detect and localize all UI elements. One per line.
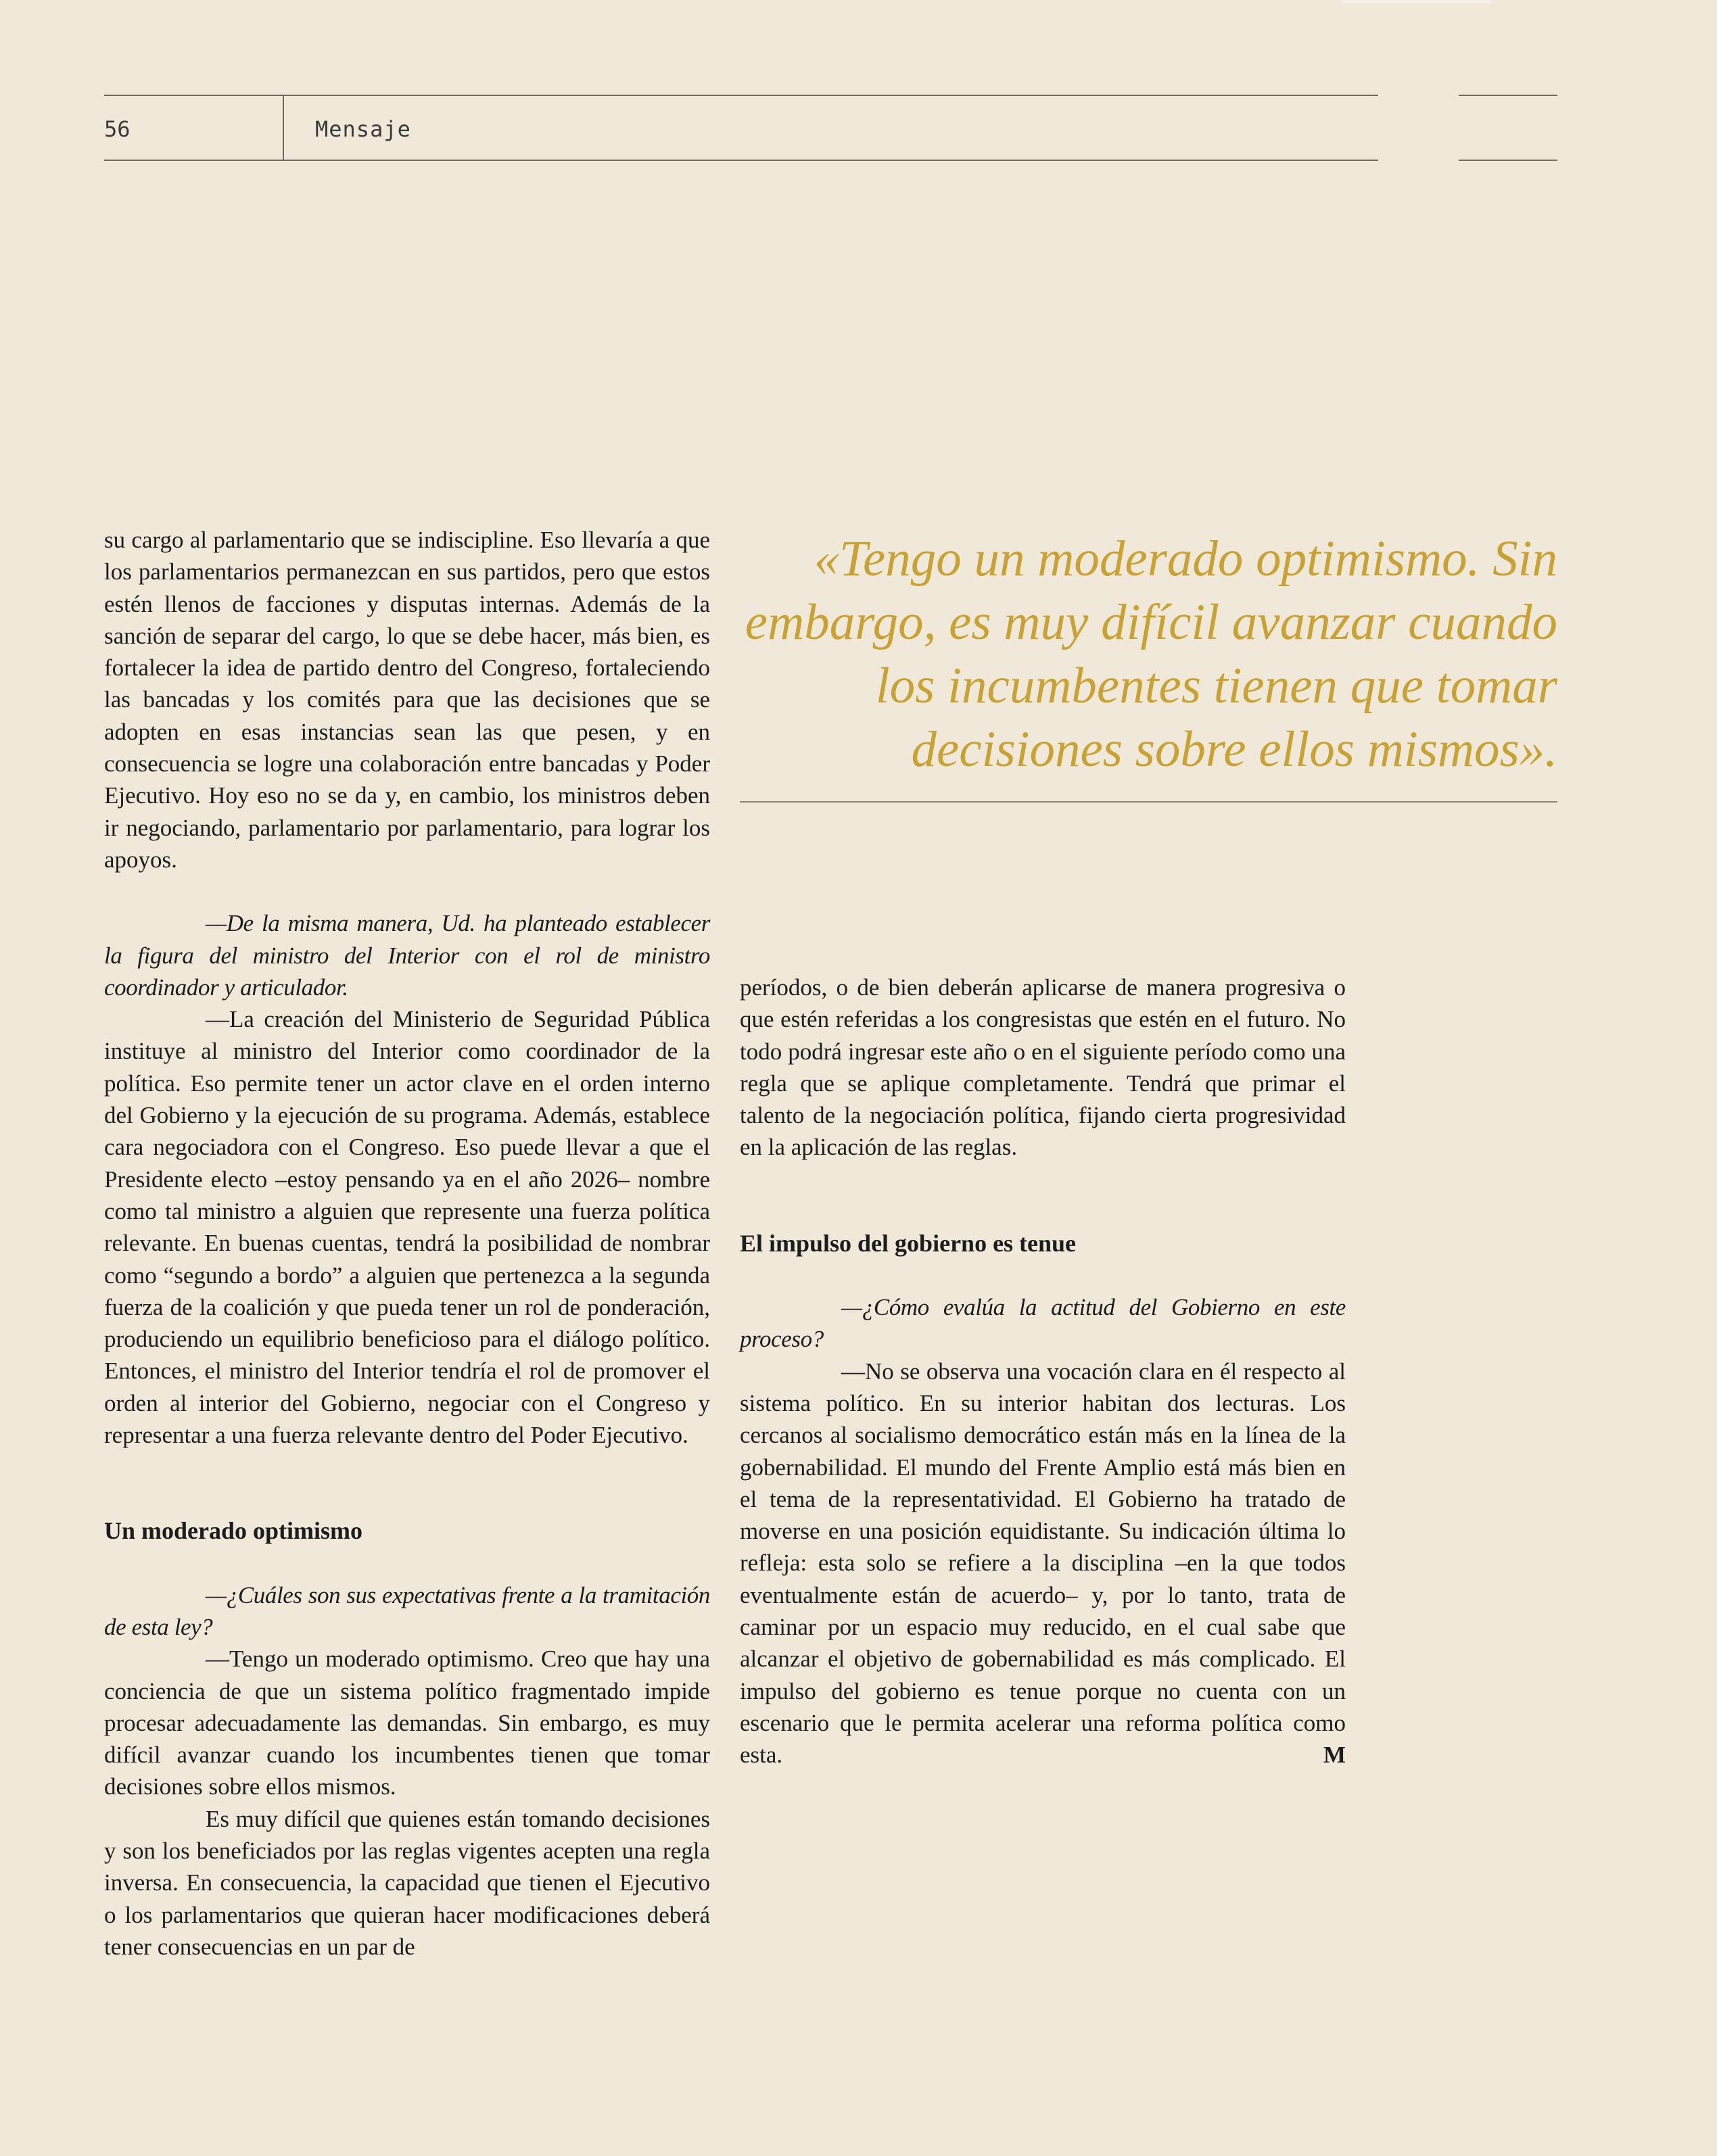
top-edge-strip [1342, 0, 1490, 3]
interview-answer: —La creación del Ministerio de Seguridad Pública instituye al ministro del Interior como coordinador de la política. Eso permite tener un actor clave en el orden interno del Gobierno y la ejecución de su programa. Además, establece cara negociadora con el Congreso. Eso puede llevar a que el Presidente electo –estoy pensando ya en el año 2026– nombre como tal ministro a alguien que represente una fuerza política relevante. En buenas cuentas, tendrá la posibilidad de nombrar como “segundo a bordo” a alguien que pertenezca a la segunda fuerza de la coalición y que pueda tener un rol de ponderación, produciendo un equilibrio beneficioso para el diálogo político. Entonces, el ministro del Interior tendría el rol de promover el orden al interior del Gobierno, negociar con el Congreso y representar a una fuerza relevante dentro del Poder Ejecutivo. [104, 1006, 710, 1449]
subheading: El impulso del gobierno es tenue [740, 1229, 1077, 1257]
interview-question: —De la misma manera, Ud. ha planteado establecer la figura del ministro del Interior con el rol de ministro coordinador y articulador. [104, 910, 710, 1001]
header-rule-top [104, 95, 1378, 96]
pull-quote: «Tengo un moderado optimismo. Sin embargo, es muy difícil avanzar cuando los incumbentes tienen que tomar decisiones sobre ellos mismos». [745, 531, 1557, 777]
header-separator [283, 96, 284, 160]
pull-quote-rule [740, 801, 1557, 802]
paragraph: Es muy difícil que quienes están tomando decisiones y son los beneficiados por las reglas vigentes acepten una regla inversa. En consecuencia, la capacidad que tienen el Ejecutivo o los parlamentarios que quieran hacer modificaciones deberá tener consecuencias en un par de [104, 1805, 710, 1960]
end-mark: M [1323, 1742, 1346, 1769]
spacer [740, 1260, 1346, 1291]
interview-answer: —Tengo un moderado optimismo. Creo que hay una conciencia de que un sistema político fragmentado impide procesar adecuadamente las demandas. Sin embargo, es muy difícil avanzar cuando los incumbentes tienen que tomar decisiones sobre ellos mismos. [104, 1646, 710, 1800]
spacer [104, 1451, 710, 1515]
section-title: Mensaje [315, 116, 411, 142]
page-number: 56 [104, 116, 131, 142]
right-column [740, 972, 1346, 1771]
spacer [740, 1164, 1346, 1228]
spacer [104, 876, 710, 907]
spacer [104, 1548, 710, 1579]
header-rule-top-right [1459, 95, 1557, 96]
left-column [104, 524, 710, 1963]
interview-question: —¿Cuáles son sus expectativas frente a la tramitación de esta ley? [104, 1581, 710, 1640]
paragraph: períodos, o de bien deberán aplicarse de manera progresiva o que estén referidas a los congresistas que estén en el futuro. No todo podrá ingresar este año o en el siguiente período como una regla que se aplique completamente. Tendrá que primar el talento de la negociación política, fijando cierta progresividad en la aplicación de las reglas. [740, 974, 1346, 1161]
paragraph: su cargo al parlamentario que se indiscipline. Eso llevaría a que los parlamentarios permanezcan en sus partidos, pero que estos estén llenos de facciones y disputas internas. Además de la sanción de separar del cargo, lo que se debe hacer, más bien, es fortalecer la idea de partido dentro del Congreso, fortaleciendo las bancadas y los comités para que las decisiones que se adopten en esas instancias sean las que pesen, y en consecuencia se logre una colaboración entre bancadas y Poder Ejecutivo. Hoy eso no se da y, en cambio, los ministros deben ir negociando, parlamentario por parlamentario, para lograr los apoyos. [104, 527, 710, 873]
interview-answer [740, 1356, 1346, 1771]
header-rule-bottom [104, 160, 1378, 161]
interview-question: —¿Cómo evalúa la actitud del Gobierno en este proceso? [740, 1294, 1346, 1353]
header-rule-bottom-right [1459, 160, 1557, 161]
answer-text: —No se observa una vocación clara en él respecto al sistema político. En su interior habitan dos lecturas. Los cercanos al socialismo democrático están más en la línea de la gobernabilidad. El mundo del Frente Amplio está más bien en el tema de la representatividad. El Gobierno ha tratado de moverse en una posición equidistante. Su indicación última lo refleja: esta solo se refiere a la disciplina –en la que todos eventualmente están de acuerdo– y, por lo tanto, trata de caminar por un espacio muy reducido, en el cual sabe que alcanzar el objetivo de gobernabilidad es más complicado. El impulso del gobierno es tenue porque no cuenta con un escenario que le permita acelerar una reforma política como esta. [740, 1358, 1346, 1769]
subheading: Un moderado optimismo [104, 1517, 363, 1545]
